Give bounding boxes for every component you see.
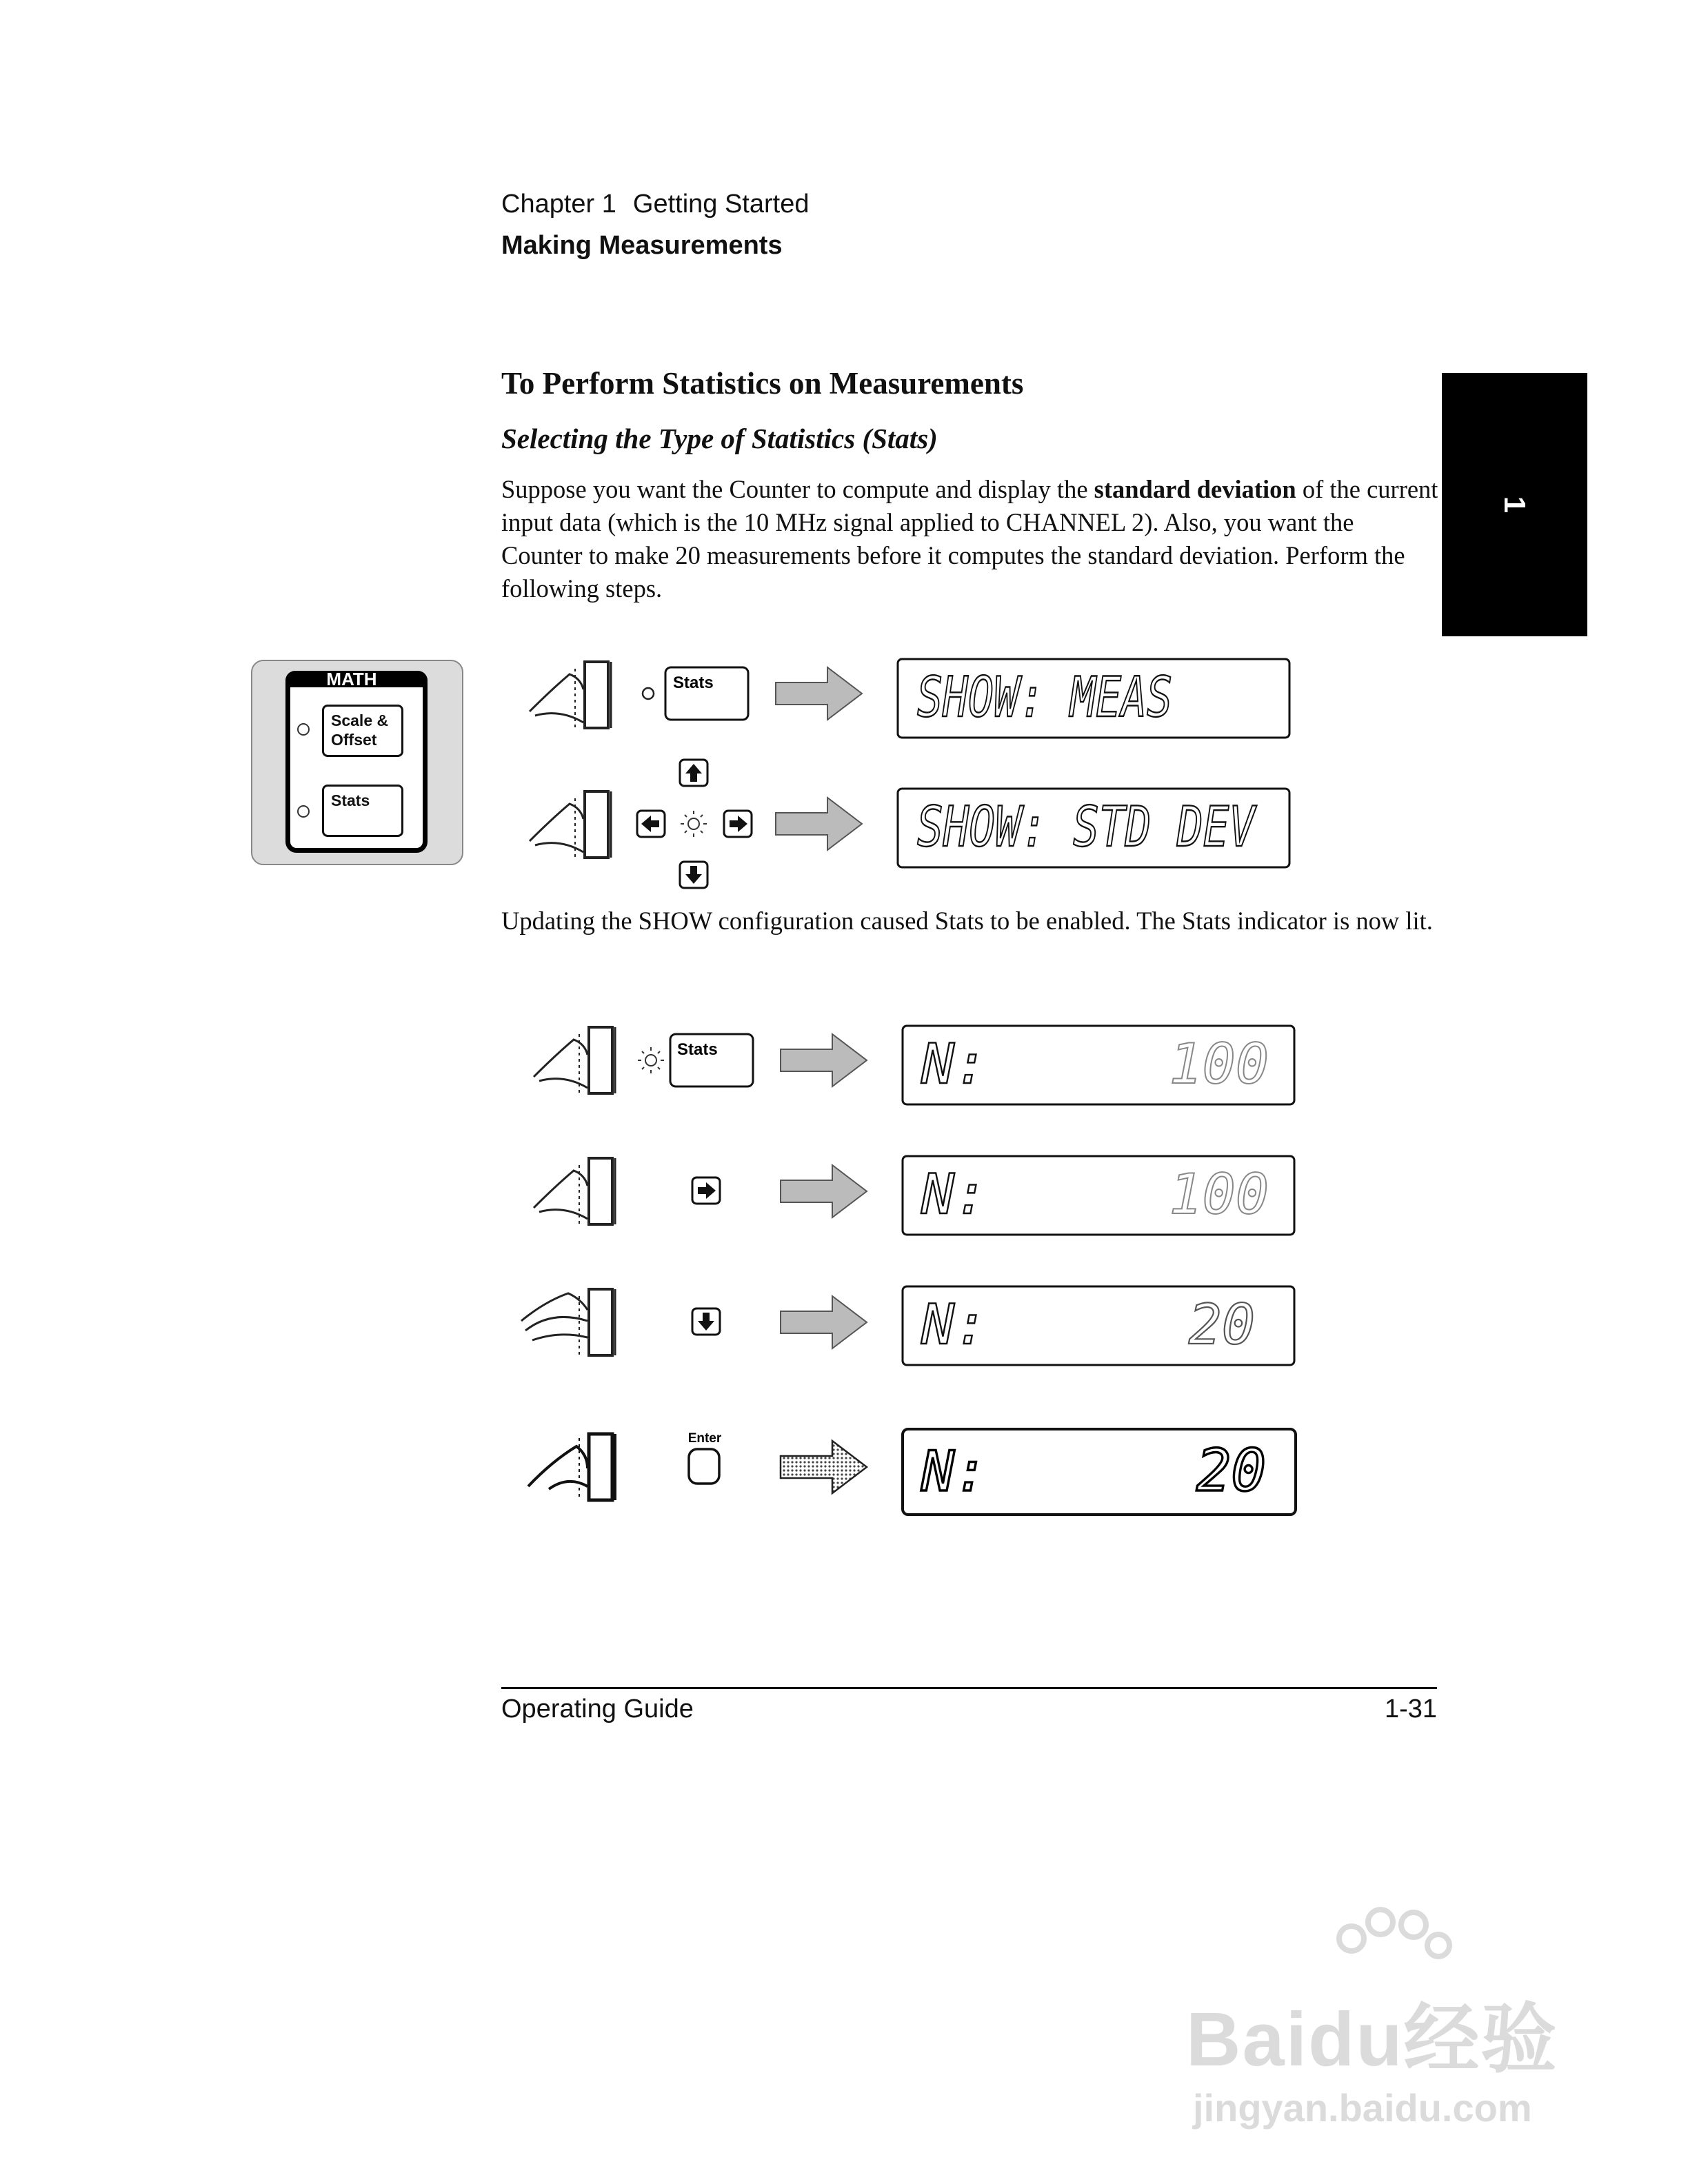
right-arrow-icon [781,1441,867,1493]
step-5 [521,1286,1294,1365]
footer-title: Operating Guide [501,1695,694,1723]
display-n-value: 20 [1188,1293,1255,1357]
display-n-value: 20 [1196,1437,1266,1504]
hand-press-icon [521,1289,615,1355]
emphasis-standard-deviation: standard deviation [1094,475,1296,503]
display-n-value: 100 [1169,1162,1269,1226]
stats-enabled-note: Updating the SHOW configuration caused Stats to be enabled. The Stats indicator is now lit. [501,907,1433,935]
display-n-label: N: [921,1439,988,1504]
display-readout-2: SHOW: STD DEV [917,795,1257,859]
chapter-tab-number: 1 [1498,496,1532,514]
watermark-url: jingyan.baidu.com [1193,2086,1532,2130]
paw-logo-icon [1317,1903,1455,1985]
chapter-label: Chapter 1 [501,190,616,219]
flashing-indicator-icon [681,811,707,837]
step-2 [530,760,1289,888]
hand-press-icon [528,1434,615,1500]
right-arrow-icon [776,667,862,720]
step-3 [534,1026,1294,1104]
hand-press-icon [530,662,611,728]
stats-key-label: Stats [673,674,714,692]
watermark-brand: Baidu经验 [1186,1997,1558,2082]
running-header-section: Making Measurements [501,231,783,260]
down-arrow-key[interactable] [692,1308,720,1335]
display-n-label: N: [921,1293,988,1357]
page-number: 1-31 [1384,1695,1437,1723]
enter-key-label: Enter [687,1431,722,1446]
step-6 [528,1429,1296,1515]
scale-offset-key[interactable]: Scale & Offset [322,705,403,757]
stats-key-label: Stats [677,1040,718,1059]
math-panel-title: MATH [326,669,377,689]
intro-paragraph: Suppose you want the Counter to compute and display the standard deviation of the current input data (which is the 10 MHz signal applied to CHANNEL 2). Also, you want the Counter to make 20 measurements before it computes the standard deviation. Perform the following steps. [501,475,1438,603]
right-arrow-icon [776,798,862,850]
section-title: To Perform Statistics on Measurements [501,366,1024,401]
step-4 [534,1156,1294,1235]
hand-press-icon [534,1027,615,1093]
display-n-label: N: [921,1162,988,1226]
left-arrow-key[interactable] [637,811,665,837]
chapter-title: Getting Started [632,190,810,219]
up-arrow-key[interactable] [680,760,707,786]
math-stats-key[interactable]: Stats [322,785,403,837]
hand-press-icon [530,791,611,858]
down-arrow-key[interactable] [680,862,707,888]
right-arrow-key[interactable] [724,811,752,837]
stats-led-off [643,688,654,699]
enter-key[interactable] [689,1449,719,1484]
step-1 [530,659,1289,738]
right-arrow-icon [781,1296,867,1348]
right-arrow-key[interactable] [692,1177,720,1204]
right-arrow-icon [781,1165,867,1217]
stats-led-lit-icon [638,1047,664,1073]
display-readout-1: SHOW: MEAS [917,665,1172,729]
display-n-value: 100 [1169,1032,1269,1096]
baidu-watermark [1186,1903,1572,2151]
footer-divider [501,1687,1437,1689]
subsection-title: Selecting the Type of Statistics (Stats) [501,423,938,454]
right-arrow-icon [781,1034,867,1086]
display-n-label: N: [921,1032,988,1096]
hand-press-icon [534,1158,615,1224]
